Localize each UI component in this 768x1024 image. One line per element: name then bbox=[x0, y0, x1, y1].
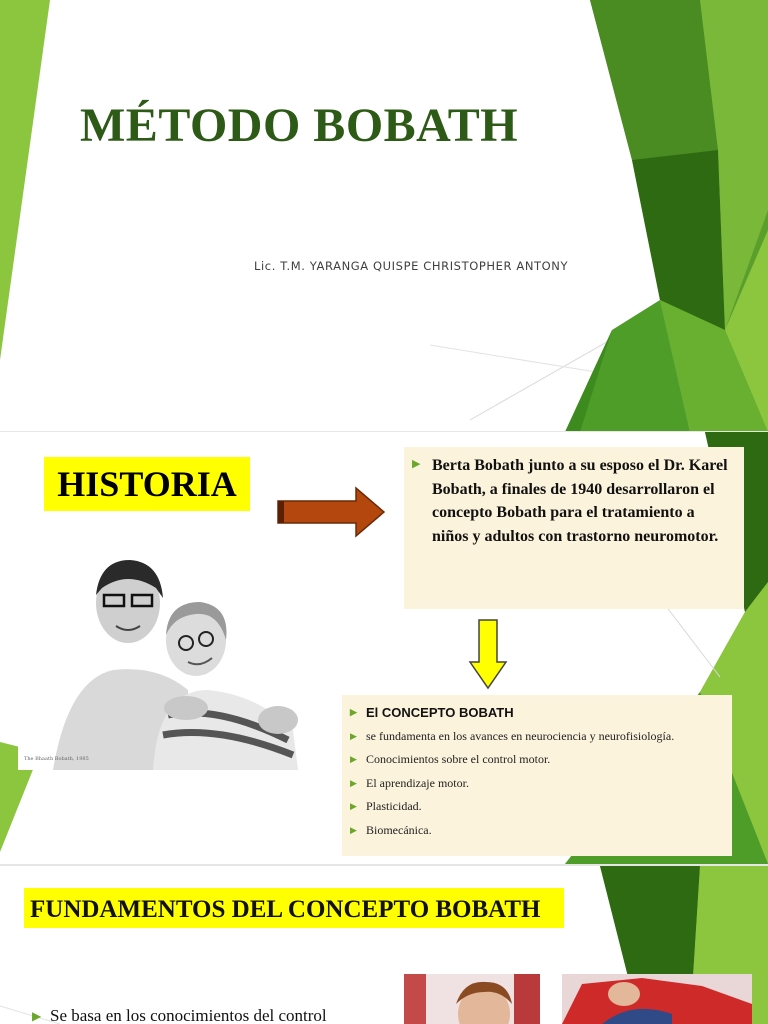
history-text: Berta Bobath junto a su esposo el Dr. Karel Bobath, a finales de 1940 desarrollaron el concepto Bobath para el tratamiento a niños y adultos con trastorno neuromotor. bbox=[432, 457, 728, 545]
history-slide bbox=[0, 432, 768, 864]
list-item: ▶ Plasticidad. bbox=[350, 795, 724, 819]
therapy-photo bbox=[562, 974, 752, 1024]
concept-box bbox=[342, 695, 732, 856]
arrow-right-icon bbox=[276, 486, 386, 538]
fundamentals-bullet-text: Se basa en los conocimientos del control bbox=[50, 1006, 327, 1024]
title-slide bbox=[0, 0, 768, 432]
triangle-bullet-icon: ▶ bbox=[412, 458, 421, 470]
bobath-couple-photo bbox=[18, 540, 318, 770]
list-item: ▶ se fundamenta en los avances en neurociencia y neurofisiología. bbox=[350, 725, 724, 749]
triangle-bullet-icon: ▶ bbox=[350, 801, 357, 811]
triangle-bullet-icon: ▶ bbox=[350, 754, 357, 764]
therapy-photo bbox=[404, 974, 540, 1024]
triangle-bullet-icon: ▶ bbox=[32, 1009, 42, 1023]
photo-caption: The Bhaath Bobath, 1985 bbox=[24, 756, 89, 762]
history-text-box bbox=[404, 447, 744, 609]
triangle-bullet-icon: ▶ bbox=[350, 730, 357, 741]
concept-heading: ▶ El CONCEPTO BOBATH bbox=[350, 701, 724, 725]
triangle-bullet-icon: ▶ bbox=[350, 777, 357, 788]
list-item: ▶ Conocimientos sobre el control motor. bbox=[350, 748, 724, 772]
list-item: ▶ Biomecánica. bbox=[350, 819, 724, 843]
arrow-down-icon bbox=[468, 618, 508, 690]
author-subtitle: Lic. T.M. YARANGA QUISPE CHRISTOPHER ANTONY bbox=[254, 259, 569, 273]
slide-title: MÉTODO BOBATH bbox=[80, 99, 519, 152]
triangle-bullet-icon: ▶ bbox=[350, 824, 357, 835]
concept-list bbox=[350, 701, 724, 842]
green-facet-decoration bbox=[0, 0, 768, 432]
list-item: ▶ El aprendizaje motor. bbox=[350, 772, 724, 796]
history-heading: HISTORIA bbox=[44, 457, 250, 511]
fundamentals-slide bbox=[0, 866, 768, 1024]
triangle-bullet-icon: ▶ bbox=[350, 707, 357, 717]
fundamentals-title: FUNDAMENTOS DEL CONCEPTO BOBATH bbox=[30, 896, 541, 923]
